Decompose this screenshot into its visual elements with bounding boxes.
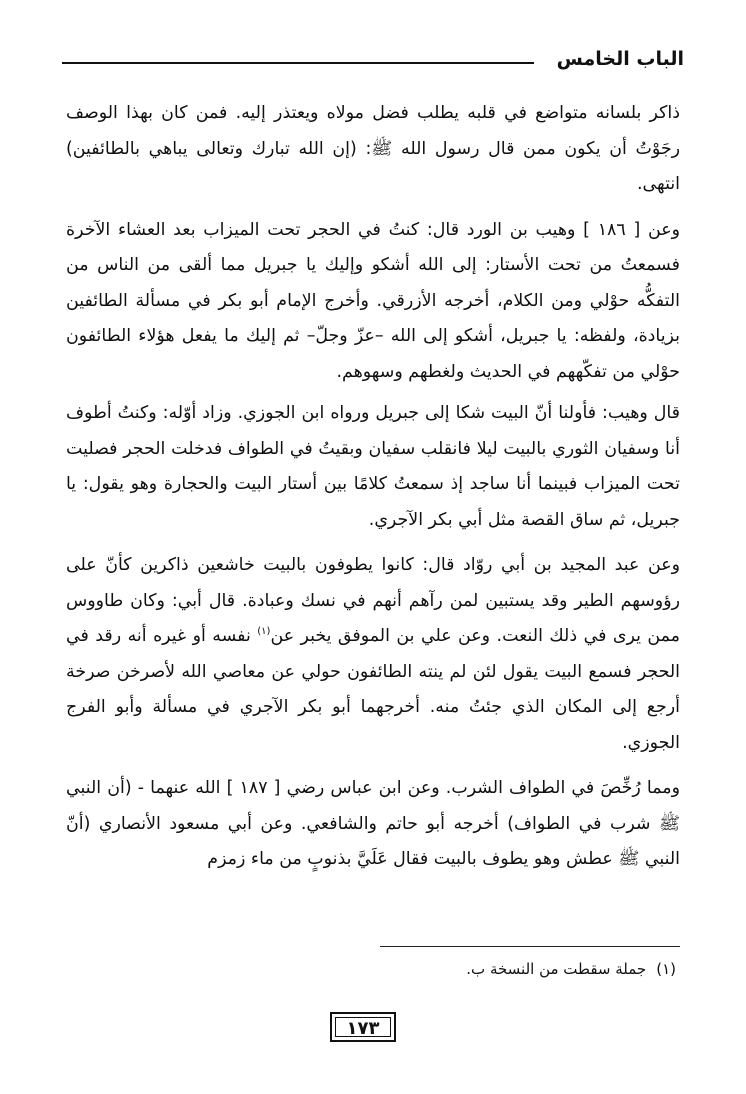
page-number-frame [330,1012,396,1042]
footnote-divider [380,946,680,947]
running-header [62,44,684,80]
paragraph-5: ومما رُخِّصَ في الطواف الشرب. وعن ابن عباس رضي [ ١٨٧ ] الله عنهما - (أن النبي ﷺ شرب في الطواف) أخرجه أبو حاتم والشافعي. وعن أبي مسعود الأنصاري (أنّ النبي ﷺ عطش وهو يطوف بالبيت فقال عَلَيَّ بذنوبٍ من ماء زمزم [66,778,680,869]
header-rule [62,62,534,64]
paragraph-4 [66,548,680,761]
footnote [66,958,676,980]
footnote-reference[interactable]: (١) [257,626,271,638]
footnote-text: جملة سقطت من النسخة ب. [466,960,647,978]
chapter-title: الباب الخامس [556,48,684,70]
paragraph-4-part-1: وعن عبد المجيد بن أبي روّاد قال: كانوا يطوفون بالبيت خاشعين ذاكرين كأنّ على رؤوسهم الطير وقد يستبين لمن رآهم أنهم في نسك وعبادة. قال أبي: وكان طاووس ممن يرى في ذلك النعت. وعن علي بن الموفق يخبر عن [66,555,680,646]
paragraph-1: ذاكر بلسانه متواضع في قلبه يطلب فضل مولاه ويعتذر إليه. فمن كان بهذا الوصف رجَوْتُ أن يكون ممن قال رسول الله ﷺ: (إن الله تبارك وتعالى يباهي بالطائفين) انتهى. [66,103,680,194]
paragraph-3: قال وهيب: فأولنا أنّ البيت شكا إلى جبريل ورواه ابن الجوزي. وزاد أوّله: وكنتُ أطوف أنا وسفيان الثوري بالبيت ليلا فانقلب سفيان وبقيتُ في الطواف فدخلت الحجر فصليت تحت الميزاب فبينما أنا ساجد إذ سمعتُ كلامًا بين أستار البيت والحجارة وهو يقول: يا جبريل، ثم ساق القصة مثل أبي بكر الآجري. [66,403,680,530]
paragraph-4-part-2: نفسه أو غيره أنه رقد في الحجر فسمع البيت يقول لئن لم ينته الطائفون حولي عن معاصي الله لأصرخن صرخة أرجع إلى المكان الذي جئتُ منه. أخرجهما أبو بكر الآجري في مسألة وأبو الفرج الجوزي. [66,626,680,753]
footnote-number: (١) [656,960,676,978]
paragraph-2: وعن [ ١٨٦ ] وهيب بن الورد قال: كنتُ في الحجر تحت الميزاب بعد العشاء الآخرة فسمعتُ من تحت الأستار: إلى الله أشكو وإليك يا جبريل مما ألقى من الناس من التفكُّه حوْلي ومن الكلام، أخرجه الأزرقي. وأخرج الإمام أبو بكر في مسألة الطائفين بزيادة، ولفظه: يا جبريل، أشكو إلى الله –عزّ وجلّ– ثم إليك ما يفعل هؤلاء الطائفون حوْلي من تفكّههم في الحديث ولغطهم وسهوهم. [66,219,680,382]
main-text [66,96,680,878]
page-number: ١٧٣ [346,1018,380,1039]
